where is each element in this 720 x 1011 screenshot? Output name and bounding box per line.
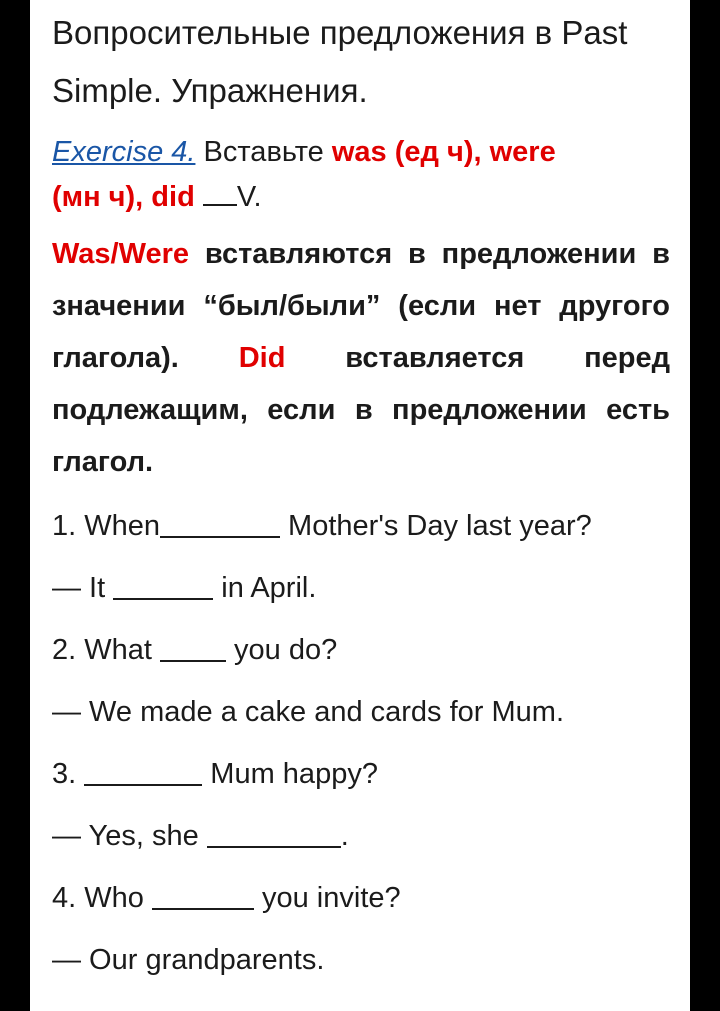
answer-blank[interactable] — [152, 882, 254, 910]
list-item — [52, 744, 670, 806]
answer-blank[interactable] — [113, 572, 213, 600]
item-text: you invite? — [253, 882, 401, 914]
page-title: Вопросительные предложения в Past Simple. Упражнения. — [52, 14, 628, 109]
instruction-text: Вставьте — [195, 136, 332, 168]
was-note: (ед ч), — [386, 136, 490, 168]
document-content — [52, 0, 670, 992]
item-text: in April. — [213, 572, 317, 604]
item-text: 1. When — [52, 510, 160, 542]
exercise-link[interactable]: Exercise 4. — [52, 136, 196, 168]
rule-text-1: вставляются в предложении в значении “был/были” (если нет другого глагола). — [52, 238, 670, 374]
exercise-instruction — [52, 130, 670, 220]
item-text: 3. — [52, 758, 85, 790]
list-item — [52, 930, 670, 992]
answer-blank[interactable] — [160, 510, 280, 538]
were-keyword: were — [489, 136, 556, 168]
answer-blank[interactable] — [84, 758, 202, 786]
item-text: 2. What — [52, 634, 160, 666]
item-text: . — [340, 820, 349, 852]
rule-did: Did — [238, 342, 286, 374]
exercise-items — [52, 496, 670, 992]
grammar-rule — [52, 228, 670, 488]
was-keyword: was — [331, 136, 387, 168]
item-text: — Yes, she — [52, 820, 207, 852]
document-page — [30, 0, 690, 1011]
list-item — [52, 496, 670, 558]
were-note: (мн ч), — [52, 181, 152, 213]
item-text: Mum happy? — [202, 758, 378, 790]
list-item — [52, 558, 670, 620]
rule-lead: Was/Were — [52, 238, 189, 270]
item-text: Mother's Day last year? — [280, 510, 592, 542]
item-text: — We made a cake and cards for Mum. — [52, 696, 565, 728]
answer-blank[interactable] — [160, 634, 226, 662]
list-item — [52, 806, 670, 868]
item-text: — It — [52, 572, 114, 604]
item-text: you do? — [226, 634, 338, 666]
list-item — [52, 682, 670, 744]
did-keyword: did — [151, 181, 195, 213]
answer-blank[interactable] — [207, 820, 341, 848]
list-item — [52, 620, 670, 682]
rule-text-2: вставляется перед подлежащим, если в предложении есть глагол. — [52, 342, 671, 478]
item-text: 4. Who — [52, 882, 152, 914]
verb-marker: V. — [236, 181, 262, 213]
list-item — [52, 868, 670, 930]
verb-blank — [203, 178, 237, 206]
item-text: — Our grandparents. — [52, 944, 325, 976]
